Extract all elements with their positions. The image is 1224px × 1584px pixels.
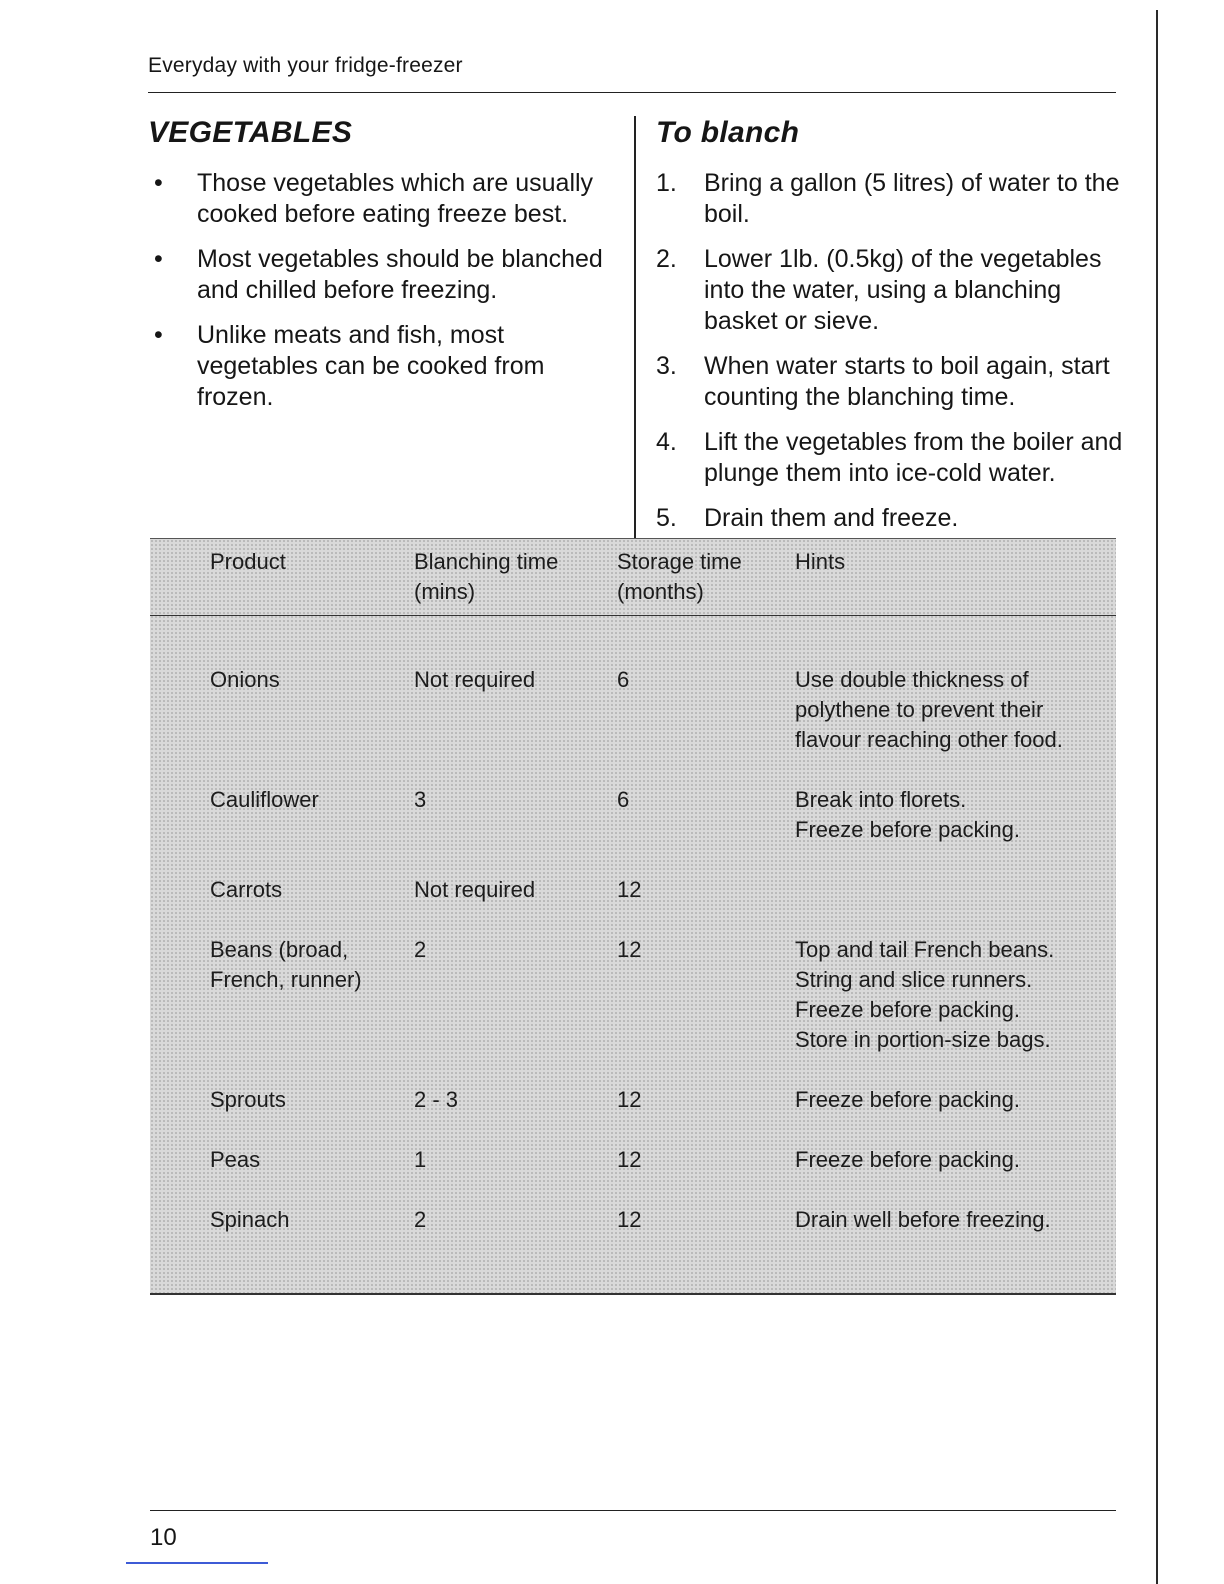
bullet-text: Unlike meats and fish, most vegetables can be cooked from frozen. <box>197 321 545 411</box>
blanch-heading: To blanch <box>656 116 800 149</box>
cell-blanching: 2 <box>414 1207 427 1232</box>
header-hints: Hints <box>795 549 846 574</box>
step-text: When water starts to boil again, start counting the blanching time. <box>704 352 1110 411</box>
cell-hints: Use double thickness of polythene to prevent their flavour reaching other food. <box>795 667 1063 752</box>
cell-hints: Freeze before packing. <box>795 1087 1021 1112</box>
cell-storage: 12 <box>617 1207 642 1232</box>
step-item <box>656 427 1126 489</box>
page-number: 10 <box>150 1524 177 1551</box>
bullet-item <box>148 168 618 230</box>
header-storage-time: Storage time (months) <box>617 549 742 604</box>
bullet-icon: • <box>154 169 163 197</box>
footer-rule <box>150 1510 1116 1511</box>
cell-storage: 12 <box>617 877 642 902</box>
step-text: Lift the vegetables from the boiler and plunge them into ice-cold water. <box>704 428 1123 487</box>
step-number: 5. <box>656 504 677 532</box>
cell-storage: 12 <box>617 937 642 962</box>
bullet-item <box>148 244 618 306</box>
step-item <box>656 244 1126 337</box>
cell-storage: 12 <box>617 1087 642 1112</box>
step-item <box>656 168 1126 230</box>
step-text: Bring a gallon (5 litres) of water to the boil. <box>704 169 1120 228</box>
cell-product: Onions <box>210 667 280 692</box>
cell-hints: Freeze before packing. <box>795 1147 1021 1172</box>
table-header-rule <box>150 615 1116 616</box>
cell-product: Carrots <box>210 877 283 902</box>
running-header: Everyday with your fridge-freezer <box>148 54 463 77</box>
step-item <box>656 351 1126 413</box>
cell-blanching: 2 - 3 <box>414 1087 459 1112</box>
blanch-steps-list <box>656 168 1126 548</box>
cell-storage: 6 <box>617 667 630 692</box>
cell-hints: Break into florets. Freeze before packing. <box>795 787 1021 842</box>
scan-artifact-line <box>126 1562 268 1564</box>
step-text: Drain them and freeze. <box>704 504 959 532</box>
header-rule <box>148 92 1116 93</box>
step-number: 3. <box>656 352 677 380</box>
header-product: Product <box>210 549 286 574</box>
cell-storage: 6 <box>617 787 630 812</box>
bullet-item <box>148 320 618 413</box>
cell-hints: Drain well before freezing. <box>795 1207 1051 1232</box>
vegetables-heading: VEGETABLES <box>148 116 353 149</box>
cell-product: Peas <box>210 1147 261 1172</box>
cell-blanching: Not required <box>414 877 536 902</box>
bullet-icon: • <box>154 245 163 273</box>
cell-product: Sprouts <box>210 1087 286 1112</box>
step-item <box>656 503 1126 534</box>
bullet-text: Those vegetables which are usually cooked before eating freeze best. <box>197 169 594 228</box>
column-divider <box>634 116 636 540</box>
bullet-icon: • <box>154 321 163 349</box>
scan-edge-line <box>1156 10 1158 1584</box>
cell-blanching: 2 <box>414 937 427 962</box>
cell-storage: 12 <box>617 1147 642 1172</box>
header-blanching-time: Blanching time (mins) <box>414 549 559 604</box>
cell-product: Beans (broad, French, runner) <box>210 937 362 992</box>
vegetables-table <box>150 538 1116 1295</box>
step-number: 1. <box>656 169 677 197</box>
step-number: 2. <box>656 245 677 273</box>
cell-product: Cauliflower <box>210 787 319 812</box>
step-number: 4. <box>656 428 677 456</box>
cell-blanching: 1 <box>414 1147 427 1172</box>
vegetables-bullet-list <box>148 168 618 427</box>
cell-product: Spinach <box>210 1207 290 1232</box>
bullet-text: Most vegetables should be blanched and chilled before freezing. <box>197 245 603 304</box>
cell-hints: Top and tail French beans. String and slice runners. Freeze before packing. Store in portion-size bags. <box>795 937 1055 1052</box>
step-text: Lower 1lb. (0.5kg) of the vegetables into the water, using a blanching basket or sieve. <box>704 245 1102 335</box>
cell-blanching: 3 <box>414 787 427 812</box>
cell-blanching: Not required <box>414 667 536 692</box>
